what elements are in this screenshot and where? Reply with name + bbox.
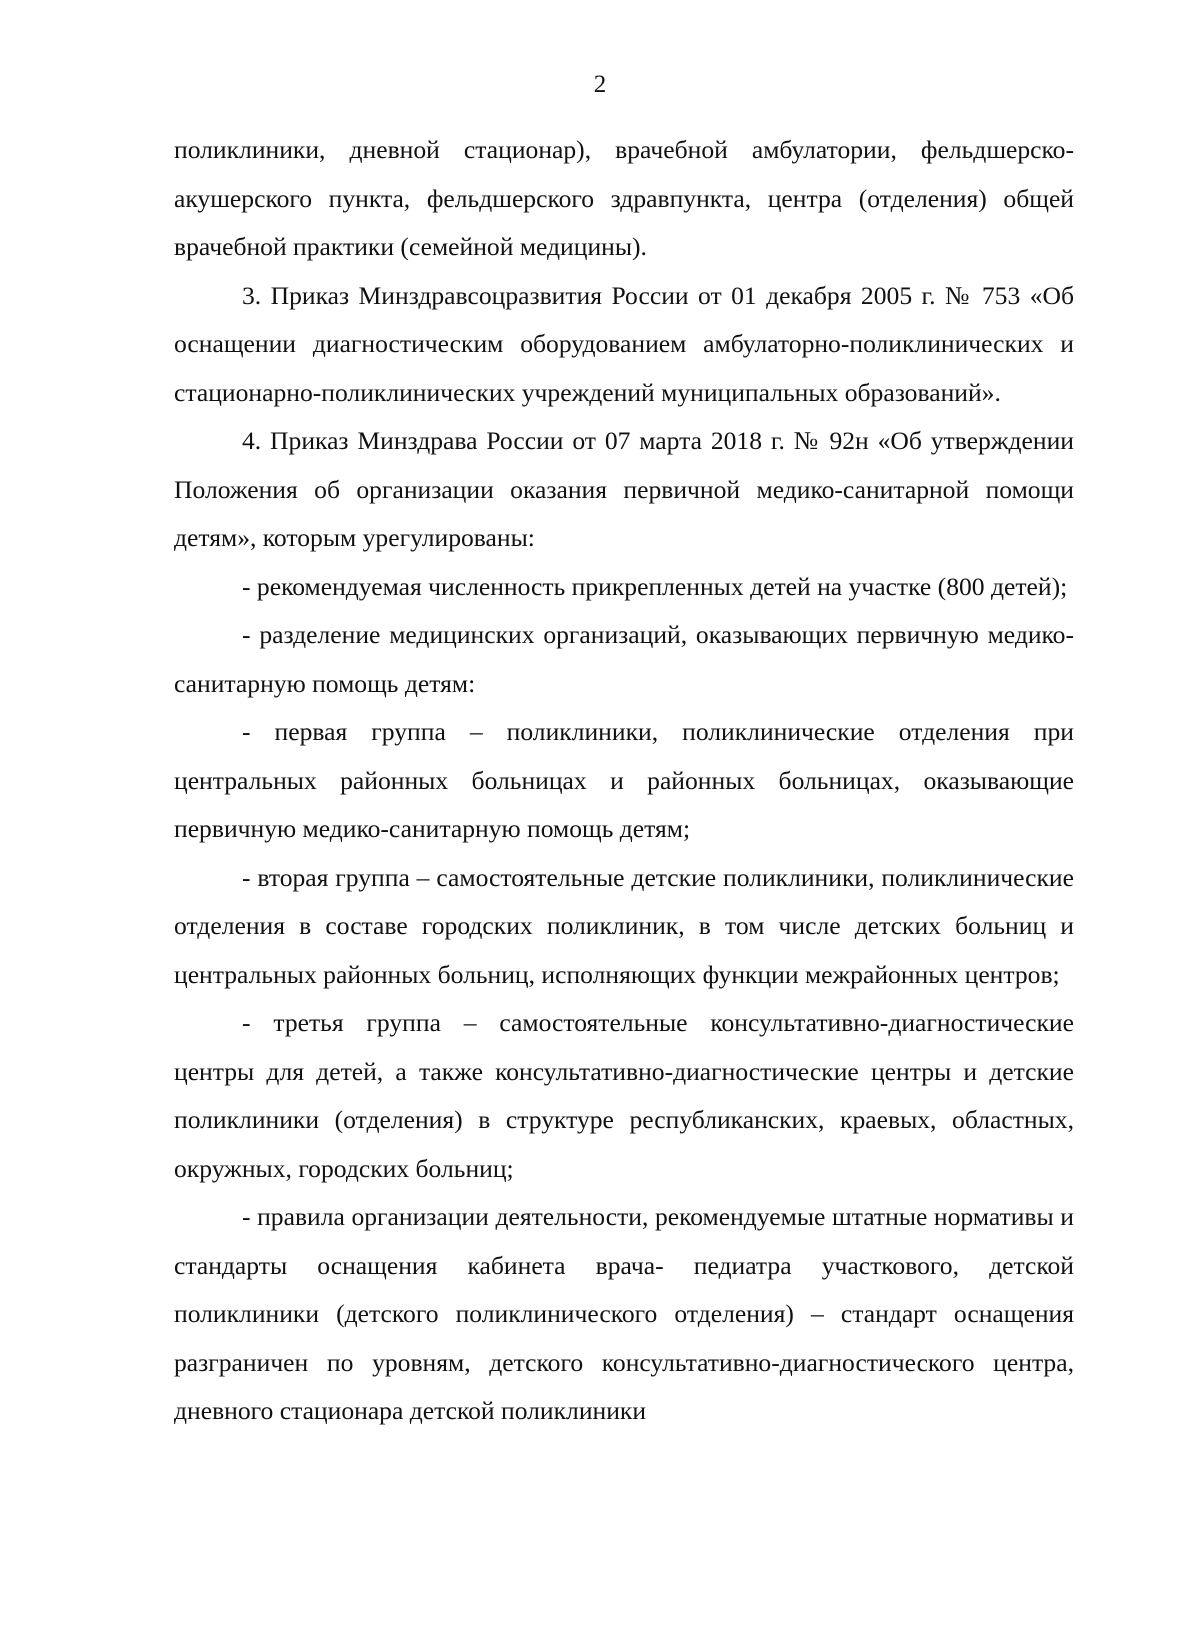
list-item-second-group: - вторая группа – самостоятельные детские поликлиники, поликлинические отделения в составе городских поликлиник, в том числе детских больниц и центральных районных больниц, исполняющих функции межрайонных центров; (174, 862, 1074, 989)
list-item-first-group: - первая группа – поликлиники, поликлинические отделения при центральных районных больницах и районных больницах, оказывающие первичную медико-санитарную помощь детям; (174, 717, 1074, 843)
list-item-third-group: - третья группа – самостоятельные консультативно-диагностические центры для детей, а также консультативно-диагностические центры и детские поликлиники (отделения) в структуре республиканских, краевых, областных, окружных, городских больниц; (174, 1008, 1074, 1183)
page-number: 2 (593, 71, 607, 98)
list-item-organization-division: - разделение медицинских организаций, оказывающих первичную медико-санитарную помощь детям: (174, 620, 1074, 698)
list-item-children-count: - рекомендуемая численность прикрепленных детей на участке (800 детей); (242, 571, 1068, 601)
document-body (174, 126, 1074, 1436)
paragraph-continuation: поликлиники, дневной стационар), врачебной амбулатории, фельдшерско-акушерского пункта, фельдшерского здравпункта, центра (отделения) общей врачебной практики (семейной медицины). (174, 135, 1074, 261)
paragraph-order-753: 3. Приказ Минздравсоцразвития России от 01 декабря 2005 г. № 753 «Об оснащении диагностическим оборудованием амбулаторно-поликлинических и стационарно-поликлинических учреждений муниципальных образований». (174, 280, 1074, 407)
paragraph-order-92n: 4. Приказ Минздрава России от 07 марта 2018 г. № 92н «Об утверждении Положения об организации оказания первичной медико-санитарной помощи детям», которым урегулированы: (174, 426, 1074, 552)
list-item-organization-rules: - правила организации деятельности, рекомендуемые штатные нормативы и стандарты оснащения кабинета врача- педиатра участкового, детской поликлиники (детского поликлинического отделения) – стандарт оснащения разграничен по уровням, детского консультативно-диагностического центра, дневного стационара детской поликлиники (174, 1202, 1074, 1425)
